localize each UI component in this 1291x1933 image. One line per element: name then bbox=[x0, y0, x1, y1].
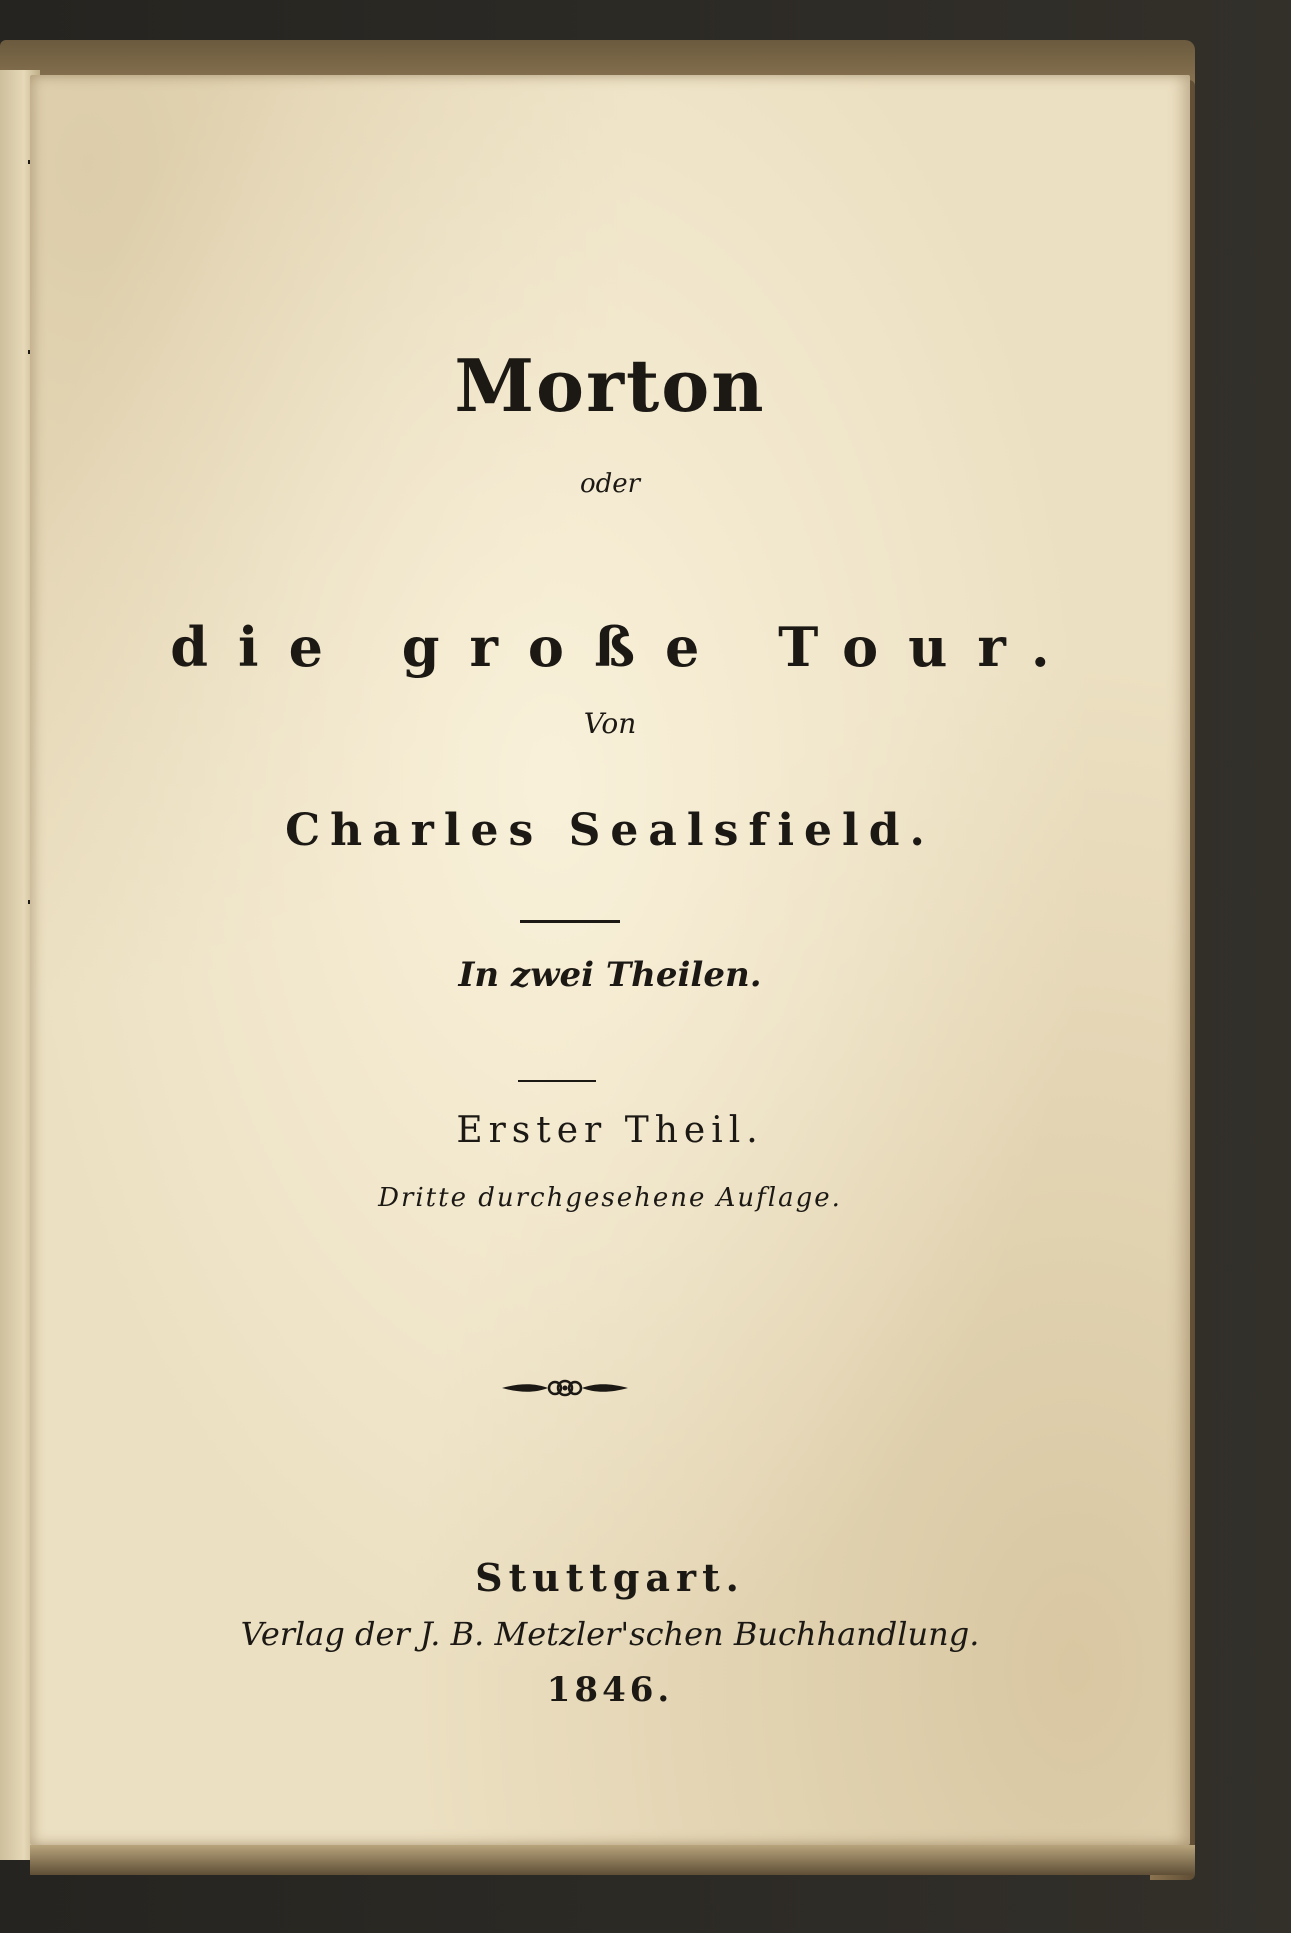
divider-rule bbox=[518, 1080, 596, 1082]
edition-note: Dritte durchgesehene Auflage. bbox=[378, 1183, 842, 1213]
by-label: Von bbox=[583, 707, 637, 740]
book-cover-bottom-edge bbox=[30, 1845, 1195, 1875]
parts-note: In zwei Theilen. bbox=[458, 955, 762, 995]
author-name: Charles Sealsfield. bbox=[285, 805, 935, 856]
imprint-city: Stuttgart. bbox=[475, 1555, 745, 1600]
divider-rule bbox=[520, 920, 620, 923]
volume-label: Erster Theil. bbox=[456, 1110, 764, 1151]
book-title: Morton bbox=[454, 343, 766, 428]
book-subtitle: die große Tour. bbox=[170, 615, 1080, 679]
title-page bbox=[30, 75, 1190, 1845]
fleuron-ornament-icon bbox=[500, 1375, 630, 1401]
imprint-publisher: Verlag der J. B. Metzler'schen Buchhandlung. bbox=[240, 1615, 980, 1653]
title-connector: oder bbox=[579, 469, 641, 499]
imprint-year: 1846. bbox=[546, 1670, 674, 1710]
